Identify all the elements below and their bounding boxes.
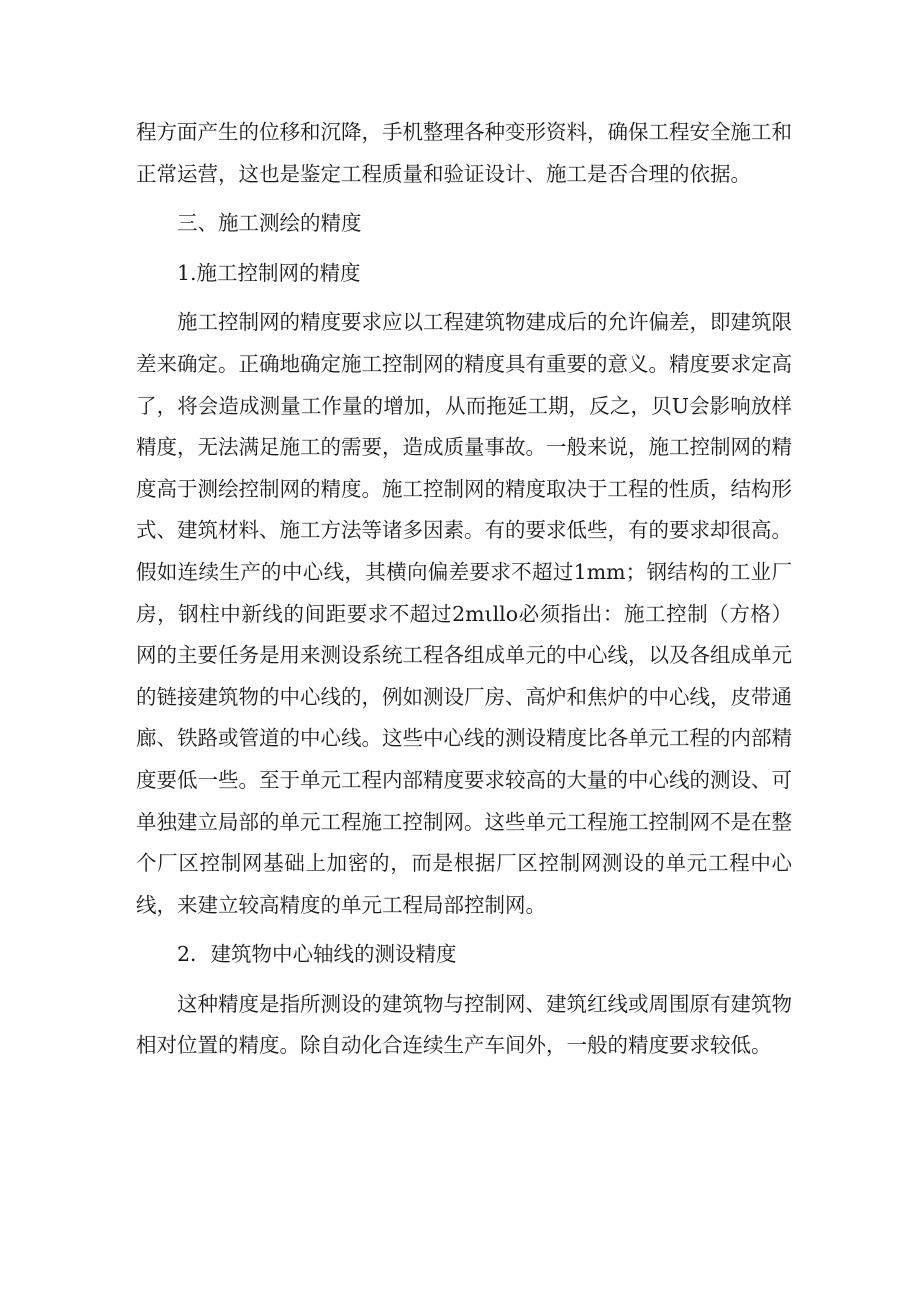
subheading-control-network-accuracy: 1.施工控制网的精度 bbox=[177, 260, 361, 285]
control-network-paragraph: 施工控制网的精度要求应以工程建筑物建成后的允许偏差，即建筑限差来确定。正确地确定施工控制网的精度具有重要的意义。精度要求定高了，将会造成测量工作量的增加，从而拖延工期，反之，贝U会影响放样精度，无法满足施工的需要，造成质量事故。一般来说，施工控制网的精度高于测绘控制网的精度。施工控制网的精度取决于工程的性质，结构形式、建筑材料、施工方法等诸多因素。有的要求低些，有的要求却很高。假如连续生产的中心线，其横向偏差要求不超过1mm；钢结构的工业厂房，钢柱中新线的间距要求不超过2mιllo必须指出：施工控制（方格）网的主要任务是用来测设系统工程各组成单元的中心线，以及各组成单元的链接建筑物的中心线的，例如测设厂房、高炉和焦炉的中心线，皮带通廊、铁路或管道的中心线。这些中心线的测设精度比各单元工程的内部精度要低一些。至于单元工程内部精度要求较高的大量的中心线的测设、可单独建立局部的单元工程施工控制网。这些单元工程施工控制网不是在整个厂区控制网基础上加密的，而是根据厂区控制网测设的单元工程中心线，来建立较高精度的单元工程局部控制网。 bbox=[136, 310, 792, 917]
subheading-axis-setting-accuracy: 2．建筑物中心轴线的测设精度 bbox=[177, 942, 457, 967]
axis-accuracy-paragraph: 这种精度是指所测设的建筑物与控制网、建筑红线或周围原有建筑物相对位置的精度。除自动化合连续生产车间外，一般的精度要求较低。 bbox=[136, 991, 792, 1058]
section-heading-construction-survey-accuracy: 三、施工测绘的精度 bbox=[177, 211, 362, 236]
document-body bbox=[136, 112, 792, 1067]
continued-paragraph: 程方面产生的位移和沉降，手机整理各种变形资料，确保工程安全施工和正常运营，这也是鉴定工程质量和验证设计、施工是否合理的依据。 bbox=[136, 120, 792, 186]
